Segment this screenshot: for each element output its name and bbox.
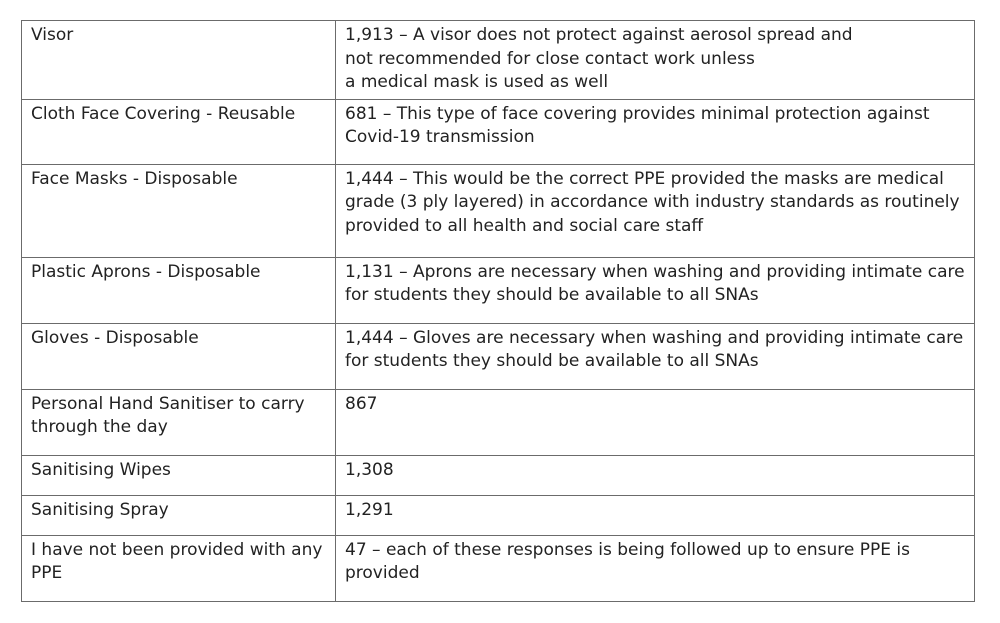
item-cell: Gloves - Disposable [22, 323, 336, 389]
response-cell: 1,444 – Gloves are necessary when washing and providing intimate care for students they should be available to all SNAs [336, 323, 975, 389]
response-line: 1,913 – A visor does not protect against aerosol spread and [345, 25, 853, 45]
response-line: not recommended for close contact work unless [345, 48, 755, 69]
table-row [22, 495, 975, 535]
table-row [22, 21, 975, 100]
response-cell [336, 21, 975, 100]
item-cell: Cloth Face Covering - Reusable [22, 99, 336, 164]
response-cell: 47 – each of these responses is being followed up to ensure PPE is provided [336, 535, 975, 601]
response-cell: 681 – This type of face covering provides minimal protection against Covid-19 transmission [336, 99, 975, 164]
item-cell: Plastic Aprons - Disposable [22, 257, 336, 323]
item-cell: Sanitising Spray [22, 495, 336, 535]
response-cell: 1,308 [336, 455, 975, 495]
response-line: a medical mask is used as well [345, 72, 609, 92]
item-cell: Personal Hand Sanitiser to carry through the day [22, 389, 336, 455]
table-row [22, 535, 975, 601]
response-cell: 1,291 [336, 495, 975, 535]
response-cell: 1,131 – Aprons are necessary when washing and providing intimate care for students they should be available to all SNAs [336, 257, 975, 323]
table-row [22, 389, 975, 455]
item-cell: Visor [22, 21, 336, 100]
ppe-table [21, 20, 975, 602]
item-cell: Face Masks - Disposable [22, 164, 336, 257]
table-row [22, 323, 975, 389]
table-row [22, 257, 975, 323]
item-cell: Sanitising Wipes [22, 455, 336, 495]
item-cell: I have not been provided with any PPE [22, 535, 336, 601]
response-cell: 1,444 – This would be the correct PPE provided the masks are medical grade (3 ply layered) in accordance with industry standards as routinely provided to all health and social care staff [336, 164, 975, 257]
table-row [22, 99, 975, 164]
table-row [22, 455, 975, 495]
response-cell: 867 [336, 389, 975, 455]
table-row [22, 164, 975, 257]
